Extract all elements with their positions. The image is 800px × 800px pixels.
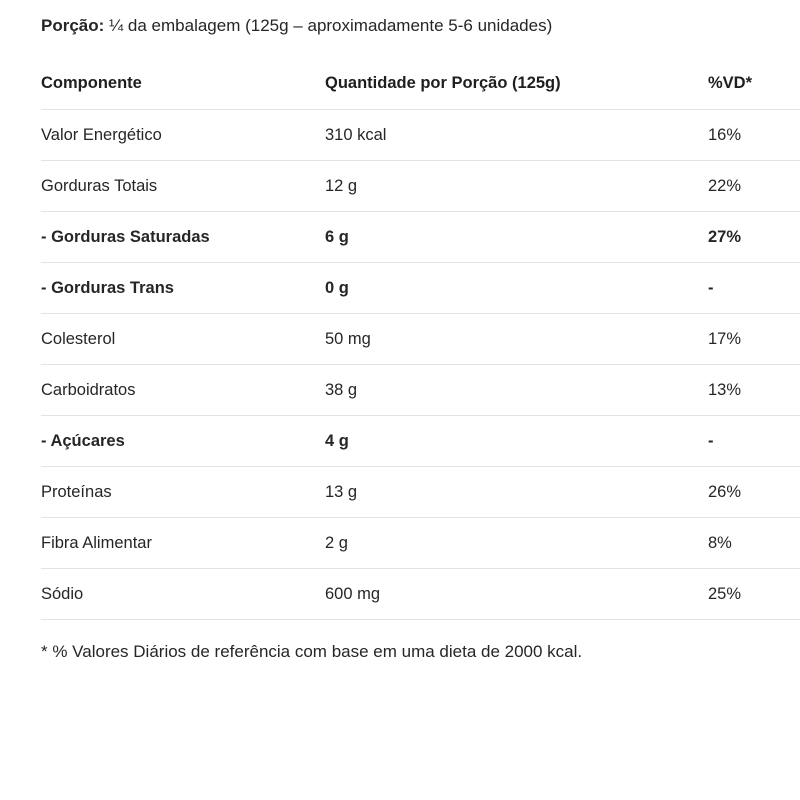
header-component: Componente: [41, 74, 142, 92]
row-daily-value: 25%: [708, 584, 742, 603]
row-component: Fibra Alimentar: [41, 533, 152, 552]
row-component: Colesterol: [41, 329, 116, 348]
table-row: [41, 569, 800, 620]
header-daily-value: %VD*: [708, 74, 753, 92]
row-component: Valor Energético: [41, 125, 162, 144]
header-amount: Quantidade por Porção (125g): [325, 74, 561, 92]
row-component: Carboidratos: [41, 380, 136, 399]
portion-label: Porção:: [41, 16, 105, 35]
row-amount: 2 g: [325, 533, 348, 552]
table-row: [41, 416, 800, 467]
table-row: [41, 212, 800, 263]
row-amount: 600 mg: [325, 584, 381, 603]
row-daily-value: 22%: [708, 176, 742, 195]
row-amount: 4 g: [325, 431, 349, 450]
row-amount: 13 g: [325, 482, 358, 501]
row-amount: 0 g: [325, 278, 349, 297]
row-amount: 310 kcal: [325, 125, 387, 144]
table-row: [41, 110, 800, 161]
table-row: [41, 263, 800, 314]
row-amount: 12 g: [325, 176, 358, 195]
table-row: [41, 518, 800, 569]
footnote: * % Valores Diários de referência com base em uma dieta de 2000 kcal.: [41, 642, 583, 661]
row-daily-value: 26%: [708, 482, 742, 501]
portion-line: [41, 14, 552, 38]
row-amount: 38 g: [325, 380, 358, 399]
row-component: Proteínas: [41, 482, 112, 501]
portion-text: ¼ da embalagem (125g – aproximadamente 5-6 unidades): [104, 16, 553, 35]
row-daily-value: -: [708, 431, 714, 450]
row-component: - Gorduras Saturadas: [41, 227, 210, 246]
row-daily-value: 17%: [708, 329, 742, 348]
table-header-row: [41, 58, 800, 110]
row-component: - Gorduras Trans: [41, 278, 174, 297]
row-amount: 6 g: [325, 227, 349, 246]
row-component: Gorduras Totais: [41, 176, 158, 195]
row-component: Sódio: [41, 584, 84, 603]
row-daily-value: 8%: [708, 533, 732, 552]
table-row: [41, 161, 800, 212]
table-row: [41, 314, 800, 365]
row-daily-value: 13%: [708, 380, 742, 399]
table-row: [41, 467, 800, 518]
row-daily-value: 16%: [708, 125, 742, 144]
nutrition-table: [41, 58, 800, 620]
row-amount: 50 mg: [325, 329, 371, 348]
row-daily-value: -: [708, 278, 714, 297]
table-row: [41, 365, 800, 416]
table-body: [41, 110, 800, 620]
row-component: - Açúcares: [41, 431, 125, 450]
row-daily-value: 27%: [708, 227, 742, 246]
